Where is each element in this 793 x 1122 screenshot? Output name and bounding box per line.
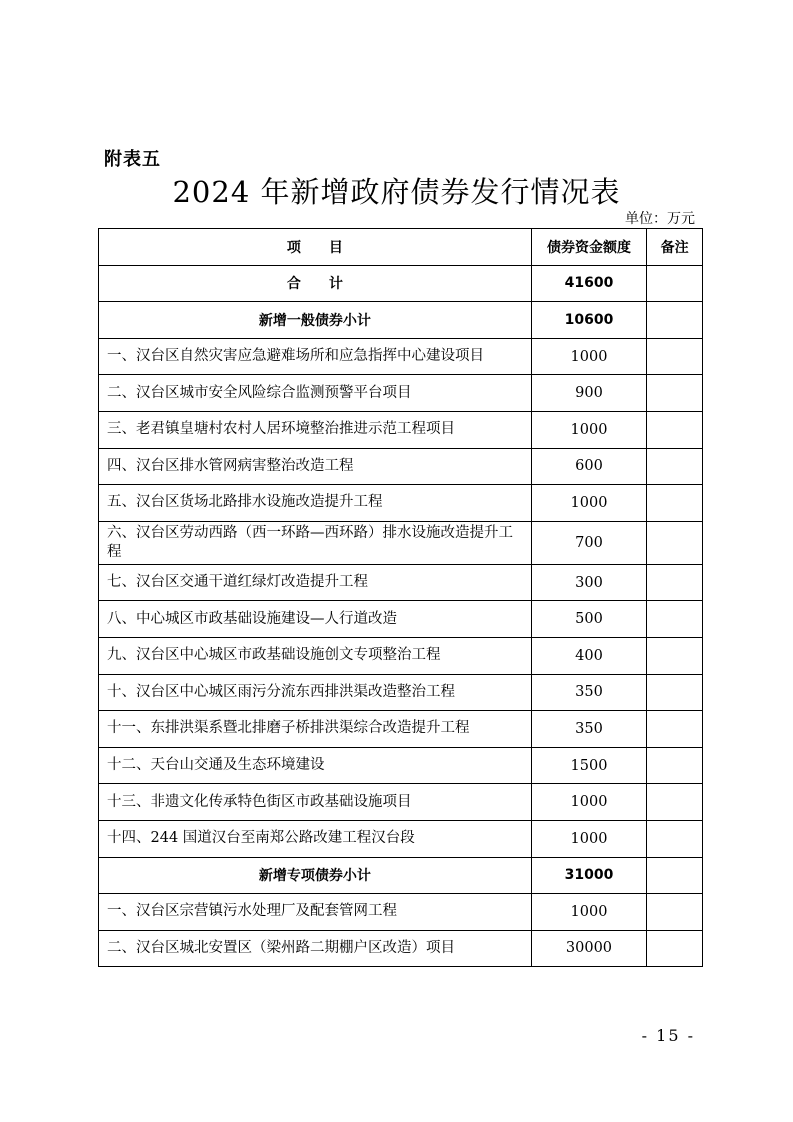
project-name: 五、汉台区货场北路排水设施改造提升工程 xyxy=(99,485,532,522)
table-row xyxy=(99,601,703,638)
table-row xyxy=(99,564,703,601)
table-row xyxy=(99,637,703,674)
project-note xyxy=(647,820,703,857)
project-amount: 300 xyxy=(531,564,647,601)
special-subtotal-amount: 31000 xyxy=(531,857,647,894)
header-item: 项 目 xyxy=(99,229,532,266)
table-row xyxy=(99,448,703,485)
header-amount: 债券资金额度 xyxy=(531,229,647,266)
project-name: 一、汉台区自然灾害应急避难场所和应急指挥中心建设项目 xyxy=(99,338,532,375)
special-subtotal-label: 新增专项债券小计 xyxy=(99,857,532,894)
project-amount: 1000 xyxy=(531,485,647,522)
project-note xyxy=(647,411,703,448)
project-name: 二、汉台区城北安置区（梁州路二期棚户区改造）项目 xyxy=(99,930,532,967)
project-amount: 400 xyxy=(531,637,647,674)
project-name: 二、汉台区城市安全风险综合监测预警平台项目 xyxy=(99,375,532,412)
project-name: 十一、东排洪渠系暨北排磨子桥排洪渠综合改造提升工程 xyxy=(99,711,532,748)
table-row xyxy=(99,820,703,857)
table-row xyxy=(99,894,703,931)
project-amount: 500 xyxy=(531,601,647,638)
project-note xyxy=(647,521,703,564)
project-name: 六、汉台区劳动西路（西一环路—西环路）排水设施改造提升工程 xyxy=(99,521,532,564)
total-label: 合 计 xyxy=(99,265,532,302)
project-note xyxy=(647,674,703,711)
project-amount: 700 xyxy=(531,521,647,564)
general-subtotal-note xyxy=(647,302,703,339)
project-note xyxy=(647,930,703,967)
header-note: 备注 xyxy=(647,229,703,266)
project-note xyxy=(647,564,703,601)
table-row xyxy=(99,521,703,564)
attachment-label: 附表五 xyxy=(104,149,161,170)
general-subtotal-amount: 10600 xyxy=(531,302,647,339)
special-subtotal-row xyxy=(99,857,703,894)
special-subtotal-note xyxy=(647,857,703,894)
project-name: 一、汉台区宗营镇污水处理厂及配套管网工程 xyxy=(99,894,532,931)
project-name: 十三、非遗文化传承特色街区市政基础设施项目 xyxy=(99,784,532,821)
project-note xyxy=(647,375,703,412)
project-name: 九、汉台区中心城区市政基础设施创文专项整治工程 xyxy=(99,637,532,674)
table-row xyxy=(99,930,703,967)
page-title: 2024 年新增政府债券发行情况表 xyxy=(172,175,621,209)
table-body xyxy=(99,265,703,967)
project-name: 八、中心城区市政基础设施建设—人行道改造 xyxy=(99,601,532,638)
table-row xyxy=(99,338,703,375)
page-number: - 15 - xyxy=(641,1026,695,1045)
total-note xyxy=(647,265,703,302)
table-row xyxy=(99,711,703,748)
project-note xyxy=(647,637,703,674)
project-amount: 1000 xyxy=(531,411,647,448)
table-row xyxy=(99,674,703,711)
header-row xyxy=(99,229,703,266)
bond-table xyxy=(98,228,703,967)
project-amount: 1000 xyxy=(531,784,647,821)
project-amount: 900 xyxy=(531,375,647,412)
general-subtotal-label: 新增一般债券小计 xyxy=(99,302,532,339)
project-amount: 1000 xyxy=(531,338,647,375)
table-row xyxy=(99,411,703,448)
project-name: 十四、244 国道汉台至南郑公路改建工程汉台段 xyxy=(99,820,532,857)
project-note xyxy=(647,894,703,931)
project-name: 四、汉台区排水管网病害整治改造工程 xyxy=(99,448,532,485)
project-amount: 1000 xyxy=(531,894,647,931)
total-amount: 41600 xyxy=(531,265,647,302)
project-note xyxy=(647,338,703,375)
total-row xyxy=(99,265,703,302)
project-name: 十、汉台区中心城区雨污分流东西排洪渠改造整治工程 xyxy=(99,674,532,711)
project-name: 十二、天台山交通及生态环境建设 xyxy=(99,747,532,784)
table-row xyxy=(99,784,703,821)
table-row xyxy=(99,747,703,784)
project-amount: 1000 xyxy=(531,820,647,857)
project-note xyxy=(647,784,703,821)
project-amount: 350 xyxy=(531,674,647,711)
project-name: 七、汉台区交通干道红绿灯改造提升工程 xyxy=(99,564,532,601)
project-note xyxy=(647,711,703,748)
table-row xyxy=(99,485,703,522)
project-note xyxy=(647,448,703,485)
project-amount: 350 xyxy=(531,711,647,748)
project-note xyxy=(647,485,703,522)
project-name: 三、老君镇皇塘村农村人居环境整治推进示范工程项目 xyxy=(99,411,532,448)
project-note xyxy=(647,601,703,638)
project-amount: 600 xyxy=(531,448,647,485)
general-subtotal-row xyxy=(99,302,703,339)
project-note xyxy=(647,747,703,784)
table-row xyxy=(99,375,703,412)
unit-label: 单位：万元 xyxy=(625,211,695,227)
project-amount: 1500 xyxy=(531,747,647,784)
project-amount: 30000 xyxy=(531,930,647,967)
